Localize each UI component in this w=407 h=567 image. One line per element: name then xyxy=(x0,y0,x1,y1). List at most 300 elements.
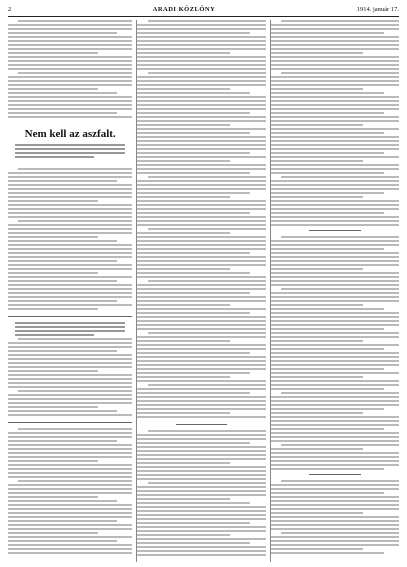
text-line xyxy=(8,382,132,384)
text-line xyxy=(137,140,265,142)
text-line xyxy=(137,164,265,166)
text-line xyxy=(8,496,98,498)
text-line xyxy=(8,406,98,408)
text-line xyxy=(271,212,384,214)
text-line xyxy=(271,368,384,370)
text-line xyxy=(137,304,229,306)
text-line xyxy=(137,184,265,186)
text-line xyxy=(271,396,399,398)
text-line xyxy=(137,292,250,294)
text-line xyxy=(271,196,363,198)
text-line xyxy=(18,72,132,74)
text-line xyxy=(271,388,384,390)
text-line xyxy=(8,432,132,434)
text-line xyxy=(148,72,266,74)
text-line xyxy=(8,512,132,514)
text-line xyxy=(8,476,132,478)
text-line xyxy=(271,344,399,346)
text-line xyxy=(137,518,265,520)
article-subhead xyxy=(15,144,124,160)
text-line xyxy=(137,474,265,476)
text-line xyxy=(271,492,384,494)
subhead-line xyxy=(15,322,124,324)
text-line xyxy=(137,96,265,98)
text-line xyxy=(137,284,265,286)
text-line xyxy=(8,456,132,458)
text-line xyxy=(271,280,399,282)
text-line xyxy=(8,500,117,502)
text-line xyxy=(271,320,399,322)
text-line xyxy=(271,272,399,274)
text-line xyxy=(137,200,265,202)
text-line xyxy=(8,516,132,518)
text-line xyxy=(137,36,265,38)
text-line xyxy=(137,526,265,528)
column-2-text-block-1 xyxy=(137,20,265,420)
text-line xyxy=(8,292,132,294)
text-line xyxy=(8,402,132,404)
column-3-text-block-1 xyxy=(271,20,399,228)
text-line xyxy=(8,184,132,186)
text-line xyxy=(281,176,399,178)
text-line xyxy=(8,52,98,54)
newspaper-title: ARADI KÖZLÖNY xyxy=(152,6,216,13)
text-line xyxy=(8,32,117,34)
text-line xyxy=(137,264,265,266)
text-line xyxy=(271,188,399,190)
text-line xyxy=(271,296,399,298)
text-line xyxy=(137,324,265,326)
text-line xyxy=(271,276,399,278)
text-line xyxy=(271,92,384,94)
text-line xyxy=(271,324,399,326)
text-line xyxy=(271,144,399,146)
text-line xyxy=(8,346,132,348)
text-line xyxy=(137,52,229,54)
text-line xyxy=(271,404,399,406)
text-line xyxy=(137,80,265,82)
text-line xyxy=(8,354,132,356)
text-line xyxy=(271,376,363,378)
text-line xyxy=(8,358,132,360)
text-line xyxy=(271,120,399,122)
text-line xyxy=(18,20,132,22)
masthead-rule xyxy=(8,16,399,17)
text-line xyxy=(8,88,98,90)
text-line xyxy=(18,390,132,392)
column-1-subheading xyxy=(15,322,124,338)
subhead-line xyxy=(15,152,124,154)
text-line xyxy=(8,76,132,78)
text-line xyxy=(8,116,132,118)
text-line xyxy=(137,396,265,398)
text-line xyxy=(137,276,265,278)
text-line xyxy=(271,464,399,466)
text-line xyxy=(271,76,399,78)
text-line xyxy=(137,372,250,374)
text-line xyxy=(8,460,98,462)
text-line xyxy=(8,508,132,510)
text-line xyxy=(137,212,250,214)
text-line xyxy=(271,424,399,426)
text-line xyxy=(271,416,399,418)
text-line xyxy=(271,312,399,314)
text-line xyxy=(137,546,265,548)
text-line xyxy=(137,180,265,182)
text-line xyxy=(271,204,399,206)
text-line xyxy=(271,544,399,546)
text-line xyxy=(8,276,132,278)
text-line xyxy=(271,208,399,210)
text-line xyxy=(8,284,132,286)
text-line xyxy=(271,316,399,318)
text-line xyxy=(271,152,384,154)
text-line xyxy=(137,534,229,536)
text-line xyxy=(8,504,132,506)
text-line xyxy=(271,436,399,438)
text-line xyxy=(137,148,265,150)
text-line xyxy=(8,244,132,246)
text-line xyxy=(271,136,399,138)
text-line xyxy=(281,532,399,534)
text-line xyxy=(137,32,250,34)
text-line xyxy=(8,264,132,266)
text-line xyxy=(8,444,132,446)
text-line xyxy=(137,116,265,118)
text-line xyxy=(271,552,384,554)
subhead-line xyxy=(15,330,124,332)
text-line xyxy=(8,84,132,86)
text-line xyxy=(8,64,132,66)
text-line xyxy=(271,460,399,462)
text-line xyxy=(8,410,117,412)
text-line xyxy=(8,200,98,202)
text-line xyxy=(137,336,265,338)
text-line xyxy=(271,384,399,386)
text-line xyxy=(8,224,132,226)
text-line xyxy=(8,212,132,214)
text-line xyxy=(8,28,132,30)
text-line xyxy=(137,368,265,370)
text-line xyxy=(137,64,265,66)
column-3-text-block-2 xyxy=(271,236,399,472)
text-line xyxy=(137,108,265,110)
text-line xyxy=(137,232,229,234)
text-line xyxy=(137,364,265,366)
subhead-line xyxy=(15,144,124,146)
text-line xyxy=(137,416,265,418)
text-line xyxy=(271,352,399,354)
text-line xyxy=(8,204,132,206)
text-line xyxy=(8,436,132,438)
text-line xyxy=(137,450,265,452)
issue-date: 1914. január 17. xyxy=(356,6,399,13)
text-line xyxy=(137,494,265,496)
text-line xyxy=(271,300,399,302)
text-line xyxy=(137,470,265,472)
text-line xyxy=(137,356,265,358)
column-1-text-block-1 xyxy=(8,20,132,120)
text-line xyxy=(271,60,399,62)
text-line xyxy=(8,394,132,396)
text-line xyxy=(271,252,399,254)
text-line xyxy=(137,172,250,174)
text-line xyxy=(8,488,132,490)
text-line xyxy=(137,220,265,222)
text-line xyxy=(271,356,399,358)
text-line xyxy=(8,92,117,94)
text-line xyxy=(271,440,399,442)
column-3-rule-1 xyxy=(309,230,360,231)
text-line xyxy=(8,350,117,352)
text-line xyxy=(271,24,399,26)
text-line xyxy=(271,164,399,166)
text-line xyxy=(271,180,399,182)
text-line xyxy=(8,548,132,550)
text-line xyxy=(271,244,399,246)
text-line xyxy=(271,36,399,38)
subhead-line xyxy=(15,334,94,336)
text-line xyxy=(271,140,399,142)
text-line xyxy=(8,196,132,198)
text-line xyxy=(137,506,265,508)
text-line xyxy=(137,224,265,226)
text-line xyxy=(137,408,265,410)
column-1-text-block-4 xyxy=(8,428,132,556)
text-line xyxy=(137,344,265,346)
text-line xyxy=(271,284,399,286)
text-line xyxy=(8,112,117,114)
text-line xyxy=(271,168,399,170)
text-line xyxy=(137,196,229,198)
text-line xyxy=(8,492,132,494)
text-line xyxy=(271,372,399,374)
text-line xyxy=(8,192,132,194)
text-line xyxy=(137,514,265,516)
text-line xyxy=(137,316,265,318)
text-line xyxy=(8,484,132,486)
text-line xyxy=(137,132,250,134)
text-line xyxy=(8,464,132,466)
text-line xyxy=(137,168,265,170)
text-line xyxy=(271,292,399,294)
column-1-text-block-3 xyxy=(8,338,132,418)
text-line xyxy=(271,548,363,550)
text-line xyxy=(148,384,266,386)
text-line xyxy=(271,200,399,202)
text-line xyxy=(271,536,399,538)
text-line xyxy=(271,172,384,174)
text-line xyxy=(271,268,363,270)
text-line xyxy=(8,440,117,442)
text-line xyxy=(8,188,132,190)
text-line xyxy=(8,452,132,454)
text-line xyxy=(8,540,117,542)
text-line xyxy=(8,398,132,400)
text-line xyxy=(8,104,132,106)
text-line xyxy=(8,36,132,38)
text-line xyxy=(137,160,229,162)
text-line xyxy=(8,524,132,526)
text-line xyxy=(271,540,399,542)
text-line xyxy=(271,192,384,194)
text-line xyxy=(281,72,399,74)
text-line xyxy=(148,176,266,178)
text-line xyxy=(271,500,399,502)
text-line xyxy=(137,538,265,540)
text-line xyxy=(271,340,363,342)
text-line xyxy=(137,240,265,242)
subhead-line xyxy=(15,156,94,158)
text-line xyxy=(8,228,132,230)
text-line xyxy=(271,156,399,158)
text-line xyxy=(271,256,399,258)
text-line xyxy=(137,300,265,302)
text-line xyxy=(148,228,266,230)
text-line xyxy=(137,188,265,190)
text-line xyxy=(8,44,132,46)
text-line xyxy=(271,88,363,90)
column-1-rule-1 xyxy=(8,316,132,317)
text-line xyxy=(271,308,384,310)
text-line xyxy=(8,366,132,368)
text-line xyxy=(8,80,132,82)
masthead xyxy=(8,6,399,15)
column-2 xyxy=(136,20,265,562)
text-line xyxy=(137,192,250,194)
text-line xyxy=(137,340,229,342)
text-line xyxy=(8,180,117,182)
text-line xyxy=(271,44,399,46)
text-line xyxy=(271,336,399,338)
text-line xyxy=(8,260,117,262)
text-line xyxy=(137,256,265,258)
text-line xyxy=(271,104,399,106)
text-line xyxy=(137,48,265,50)
text-line xyxy=(137,296,265,298)
text-line xyxy=(137,204,265,206)
subhead-line xyxy=(15,326,124,328)
text-line xyxy=(8,108,132,110)
text-line xyxy=(281,236,399,238)
text-line xyxy=(137,486,265,488)
text-line xyxy=(137,530,265,532)
text-line xyxy=(8,60,132,62)
text-line xyxy=(8,296,132,298)
text-line xyxy=(8,362,132,364)
text-line xyxy=(137,76,265,78)
column-2-rule-1 xyxy=(176,424,227,425)
text-line xyxy=(8,100,132,102)
text-line xyxy=(271,220,399,222)
text-line xyxy=(281,480,399,482)
text-line xyxy=(137,88,229,90)
text-line xyxy=(137,434,265,436)
text-line xyxy=(137,462,229,464)
text-line xyxy=(137,28,265,30)
text-line xyxy=(8,468,132,470)
column-1-rule-2 xyxy=(8,422,132,423)
text-line xyxy=(8,378,132,380)
text-line xyxy=(271,48,399,50)
text-line xyxy=(137,454,265,456)
text-line xyxy=(271,512,363,514)
text-line xyxy=(137,388,265,390)
text-line xyxy=(8,40,132,42)
text-line xyxy=(137,208,265,210)
text-line xyxy=(148,280,266,282)
text-line xyxy=(137,478,265,480)
text-line xyxy=(271,448,363,450)
text-line xyxy=(8,256,132,258)
text-line xyxy=(271,108,399,110)
text-line xyxy=(137,24,265,26)
text-line xyxy=(271,528,399,530)
text-line xyxy=(271,360,399,362)
text-line xyxy=(271,456,399,458)
text-line xyxy=(137,392,250,394)
text-line xyxy=(137,40,265,42)
text-line xyxy=(137,466,265,468)
text-line xyxy=(271,52,363,54)
text-line xyxy=(271,408,384,410)
text-line xyxy=(271,488,399,490)
text-line xyxy=(281,444,399,446)
columns xyxy=(8,20,399,562)
text-line xyxy=(8,96,132,98)
text-line xyxy=(137,542,250,544)
text-line xyxy=(8,520,117,522)
text-line xyxy=(137,244,265,246)
text-line xyxy=(137,236,265,238)
text-line xyxy=(18,220,132,222)
text-line xyxy=(8,304,132,306)
text-line xyxy=(271,248,384,250)
text-line xyxy=(137,56,265,58)
text-line xyxy=(8,232,132,234)
text-line xyxy=(271,128,399,130)
subhead-line xyxy=(15,148,124,150)
text-line xyxy=(137,136,265,138)
text-line xyxy=(271,68,399,70)
text-line xyxy=(271,400,399,402)
text-line xyxy=(271,96,399,98)
text-line xyxy=(137,100,265,102)
text-line xyxy=(271,504,399,506)
text-line xyxy=(271,84,399,86)
text-line xyxy=(271,520,399,522)
text-line xyxy=(271,420,399,422)
text-line xyxy=(137,404,265,406)
text-line xyxy=(8,386,132,388)
text-line xyxy=(281,288,399,290)
text-line xyxy=(8,532,98,534)
text-line xyxy=(271,56,399,58)
text-line xyxy=(18,428,132,430)
text-line xyxy=(18,480,132,482)
column-1 xyxy=(8,20,132,562)
text-line xyxy=(8,552,132,554)
text-line xyxy=(8,176,132,178)
text-line xyxy=(8,68,132,70)
text-line xyxy=(8,370,98,372)
text-line xyxy=(8,472,132,474)
text-line xyxy=(137,352,250,354)
text-line xyxy=(271,364,399,366)
text-line xyxy=(271,28,399,30)
text-line xyxy=(271,452,399,454)
text-line xyxy=(137,376,229,378)
